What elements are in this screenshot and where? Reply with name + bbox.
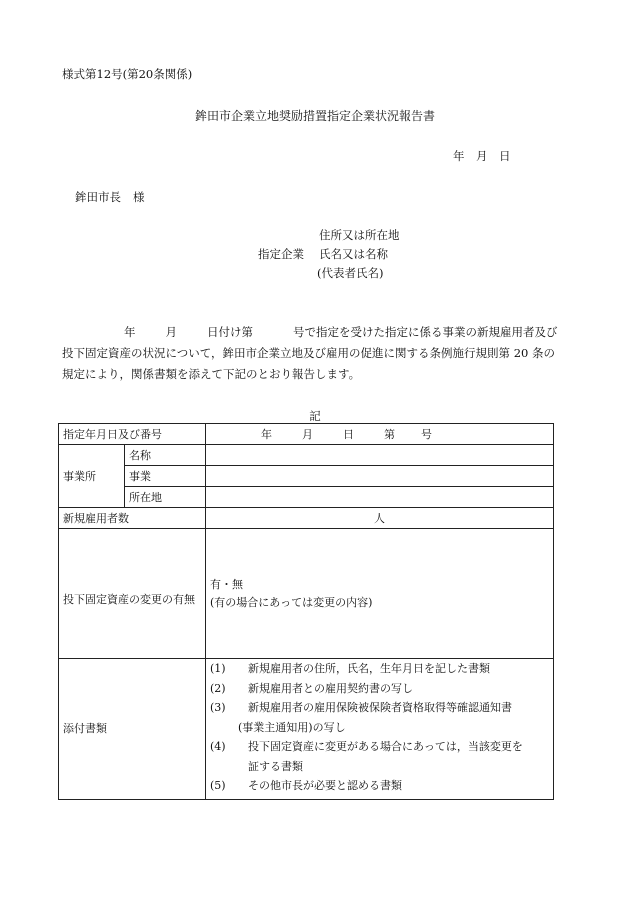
addressee — [75, 189, 145, 205]
report-table — [58, 423, 554, 800]
asset-change-note: (有の場合にあっては変更の内容) — [210, 595, 373, 609]
establishment-business-label: 事業 — [125, 466, 206, 487]
establishment-location-field[interactable] — [206, 487, 554, 508]
list-item: (1) 新規雇用者の住所，氏名，生年月日を記した書類 — [210, 662, 490, 675]
applicant-name-label: 氏名又は名称 — [319, 247, 388, 261]
attachments-label: 添付書類 — [59, 659, 206, 800]
addressee-name: 鉾田市長 — [75, 190, 121, 204]
designation-value[interactable]: 年 月 日 第 号 — [206, 424, 554, 445]
body-text: 号で指定を受けた指定に係る事業の新規雇用者及び投下固定資産の状況について，鉾田市企業立地及び雇用の促進に関する条例施行規則第 20 条の規定により，関係書類を添えて下記のとおり報告します。 — [62, 325, 558, 381]
table-row-asset-change — [59, 529, 554, 659]
establishment-location-label: 所在地 — [125, 487, 206, 508]
list-item: (2) 新規雇用者との雇用契約書の写し — [210, 681, 413, 695]
addressee-suffix: 様 — [133, 190, 145, 204]
applicant-address-label: 住所又は所在地 — [319, 228, 400, 242]
ki-heading: 記 — [309, 409, 321, 423]
list-item: (3) 新規雇用者の雇用保険被保険者資格取得等確認通知書 — [210, 701, 512, 714]
list-item: (5) その他市長が必要と認める書類 — [210, 779, 402, 792]
establishment-business-field[interactable] — [206, 466, 554, 487]
applicant-representative-label: (代表者氏名) — [317, 266, 384, 280]
body-month: 月 — [165, 325, 177, 339]
list-item: (4) 投下固定資産に変更がある場合にあっては，当該変更を — [210, 740, 523, 753]
body-year: 年 — [124, 325, 136, 339]
new-hires-field[interactable] — [206, 508, 554, 529]
asset-change-field[interactable] — [206, 529, 554, 659]
body-date-prefix: 日付け第 — [207, 325, 253, 339]
table-row-establishment-location — [59, 487, 554, 508]
attachments-list — [206, 659, 554, 800]
applicant-label: 指定企業 — [258, 247, 304, 261]
list-item-continuation: (事業主通知用)の写し — [238, 720, 346, 734]
establishment-name-field[interactable] — [206, 445, 554, 466]
table-row-attachments — [59, 659, 554, 800]
report-date-placeholder: 年 月 日 — [453, 149, 511, 163]
designation-label: 指定年月日及び番号 — [59, 424, 206, 445]
table-row-designation — [59, 424, 554, 445]
new-hires-label: 新規雇用者数 — [59, 508, 206, 529]
table-row-new-hires — [59, 508, 554, 529]
establishment-label: 事業所 — [59, 445, 125, 508]
report-body — [62, 322, 562, 385]
asset-change-options: 有・無 — [210, 577, 243, 591]
new-hires-unit: 人 — [374, 512, 385, 525]
list-item-continuation: 証する書類 — [248, 759, 303, 773]
establishment-name-label: 名称 — [125, 445, 206, 466]
table-row-establishment-name — [59, 445, 554, 466]
document-title: 鉾田市企業立地奨励措置指定企業状況報告書 — [194, 109, 435, 123]
table-row-establishment-business — [59, 466, 554, 487]
asset-change-label: 投下固定資産の変更の有無 — [59, 529, 206, 659]
form-number: 様式第12号(第20条関係) — [62, 67, 193, 81]
